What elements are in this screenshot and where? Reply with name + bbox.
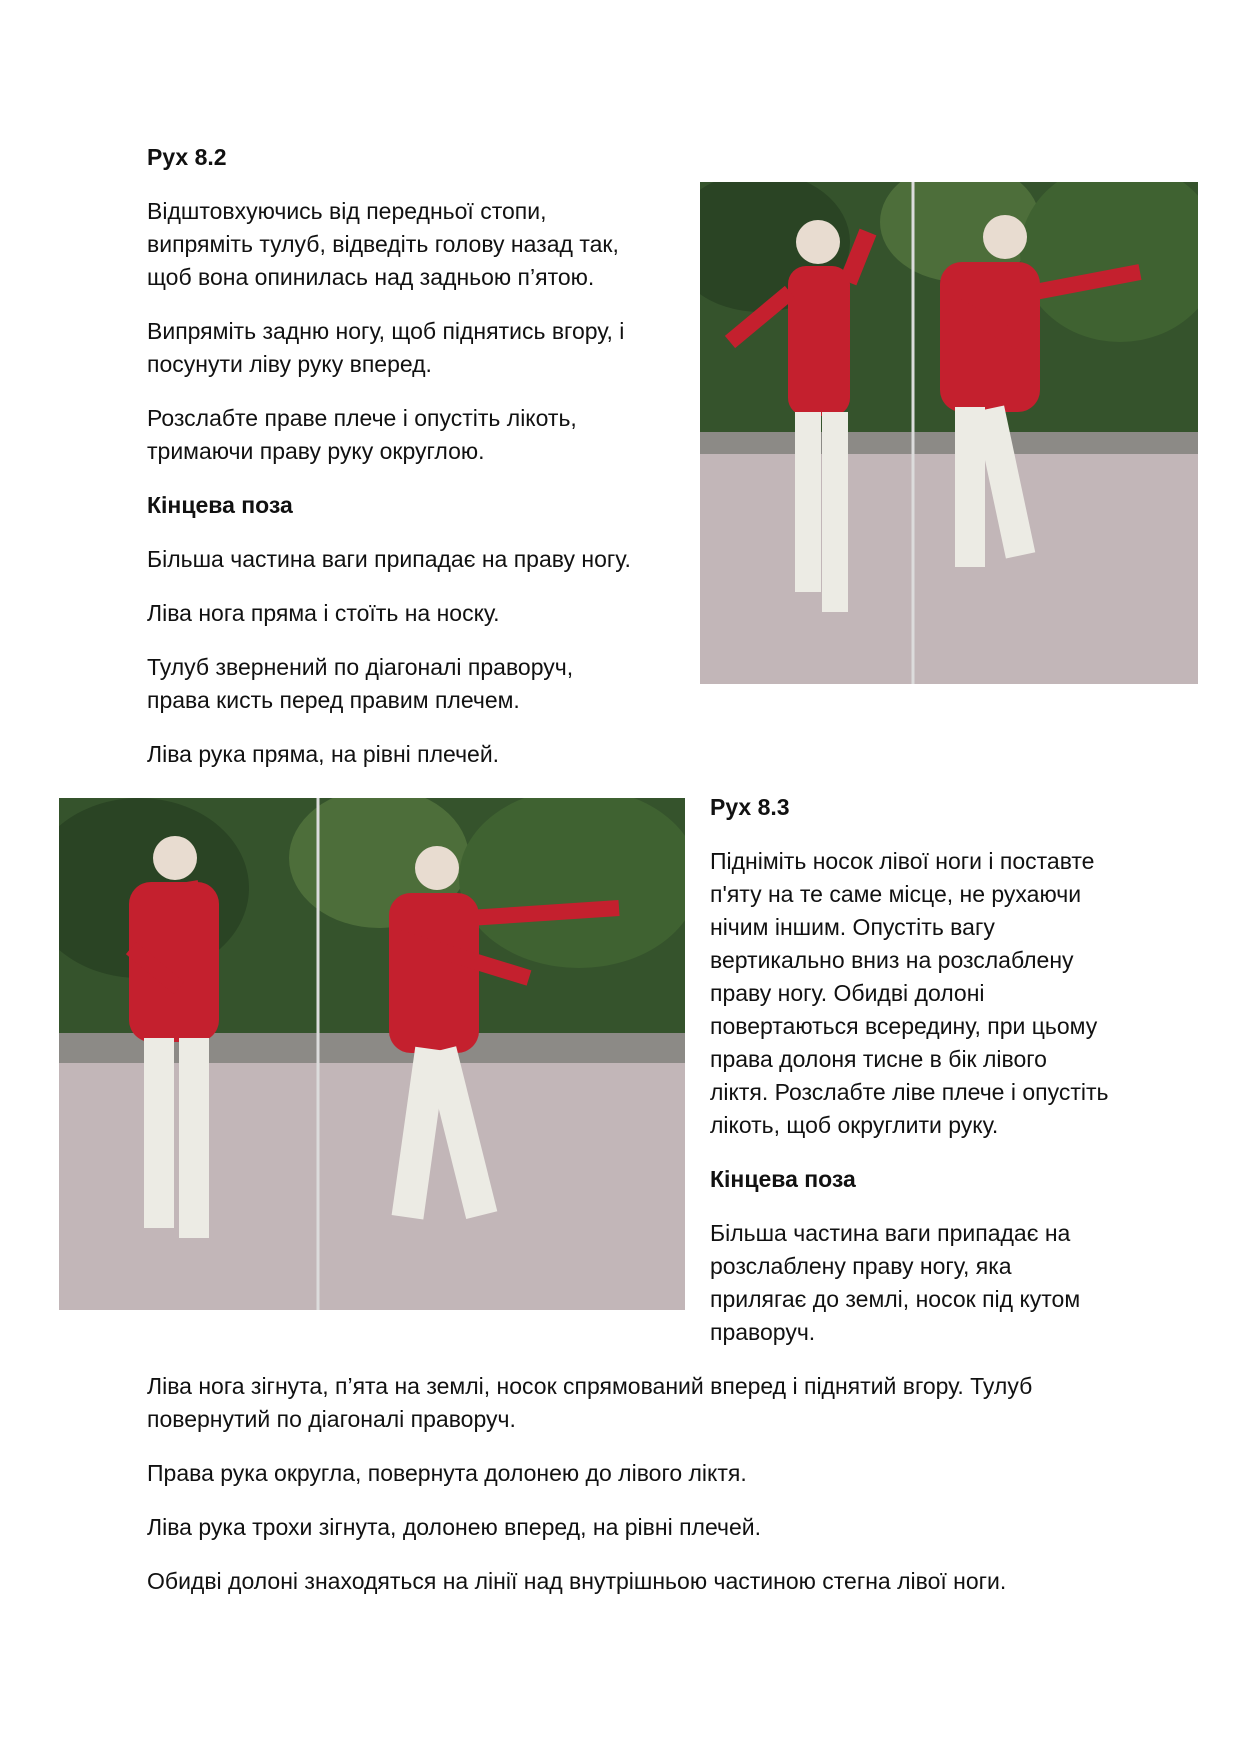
- tai-chi-figure-illustration: [700, 182, 1198, 684]
- text-line: Більша частина ваги припадає на: [710, 1220, 1071, 1246]
- text-line: щоб вона опинилась над задньою п’ятою.: [147, 264, 595, 290]
- text-line: посунути ліву руку вперед.: [147, 351, 432, 377]
- move-8-3-final-pose-side: [710, 1217, 1080, 1349]
- text-line: лікоть, щоб округлити руку.: [710, 1112, 999, 1138]
- move-8-3-final-pose-3: Ліва рука трохи зігнута, долонею вперед, на рівні плечей.: [147, 1514, 761, 1540]
- move-8-2-final-pose-4: Ліва рука пряма, на рівні плечей.: [147, 741, 500, 767]
- move-8-3-photo: [59, 798, 685, 1310]
- move-8-2-paragraph-3: [147, 402, 577, 468]
- text-line: Випряміть задню ногу, щоб піднятись вгору, і: [147, 318, 625, 344]
- move-8-3-paragraph: [710, 845, 1109, 1142]
- text-line: вертикально вниз на розслаблену: [710, 947, 1074, 973]
- text-line: права кисть перед правим плечем.: [147, 687, 520, 713]
- text-line: випряміть тулуб, відведіть голову назад так,: [147, 231, 619, 257]
- text-line: Підніміть носок лівої ноги і поставте: [710, 848, 1095, 874]
- move-8-2-final-pose-title: Кінцева поза: [147, 492, 293, 518]
- text-line: Ліва нога зігнута, п’ята на землі, носок спрямований вперед і піднятий вгору. Тулуб: [147, 1373, 1033, 1399]
- move-8-2-final-pose-2: Ліва нога пряма і стоїть на носку.: [147, 600, 500, 626]
- text-line: Відштовхуючись від передньої стопи,: [147, 198, 547, 224]
- text-line: повернутий по діагоналі праворуч.: [147, 1406, 516, 1432]
- text-line: ліктя. Розслабте ліве плече і опустіть: [710, 1079, 1109, 1105]
- move-8-2-title: Рух 8.2: [147, 144, 227, 170]
- move-8-3-final-pose-1: [147, 1370, 1032, 1436]
- move-8-2-photo: [700, 182, 1198, 684]
- text-line: права долоня тисне в бік лівого: [710, 1046, 1047, 1072]
- text-line: п'яту на те саме місце, не рухаючи: [710, 881, 1082, 907]
- text-line: нічим іншим. Опустіть вагу: [710, 914, 995, 940]
- move-8-2-paragraph-1: [147, 195, 619, 294]
- move-8-3-title: Рух 8.3: [710, 794, 790, 820]
- move-8-3-final-pose-title: Кінцева поза: [710, 1166, 856, 1192]
- text-line: праворуч.: [710, 1319, 816, 1345]
- move-8-3-final-pose-4: Обидві долоні знаходяться на лінії над внутрішньою частиною стегна лівої ноги.: [147, 1568, 1007, 1594]
- text-line: розслаблену праву ногу, яка: [710, 1253, 1012, 1279]
- move-8-3-final-pose-2: Права рука округла, повернута долонею до лівого ліктя.: [147, 1460, 747, 1486]
- text-line: праву ногу. Обидві долоні: [710, 980, 985, 1006]
- tai-chi-figure-illustration: [59, 798, 685, 1310]
- move-8-2-paragraph-2: [147, 315, 624, 381]
- move-8-2-final-pose-3: [147, 651, 573, 717]
- text-line: тримаючи праву руку округлою.: [147, 438, 485, 464]
- text-line: Розслабте праве плече і опустіть лікоть,: [147, 405, 577, 431]
- text-line: Тулуб звернений по діагоналі праворуч,: [147, 654, 574, 680]
- move-8-2-final-pose-1: Більша частина ваги припадає на праву ногу.: [147, 546, 631, 572]
- text-line: прилягає до землі, носок під кутом: [710, 1286, 1081, 1312]
- text-line: повертаються всередину, при цьому: [710, 1013, 1098, 1039]
